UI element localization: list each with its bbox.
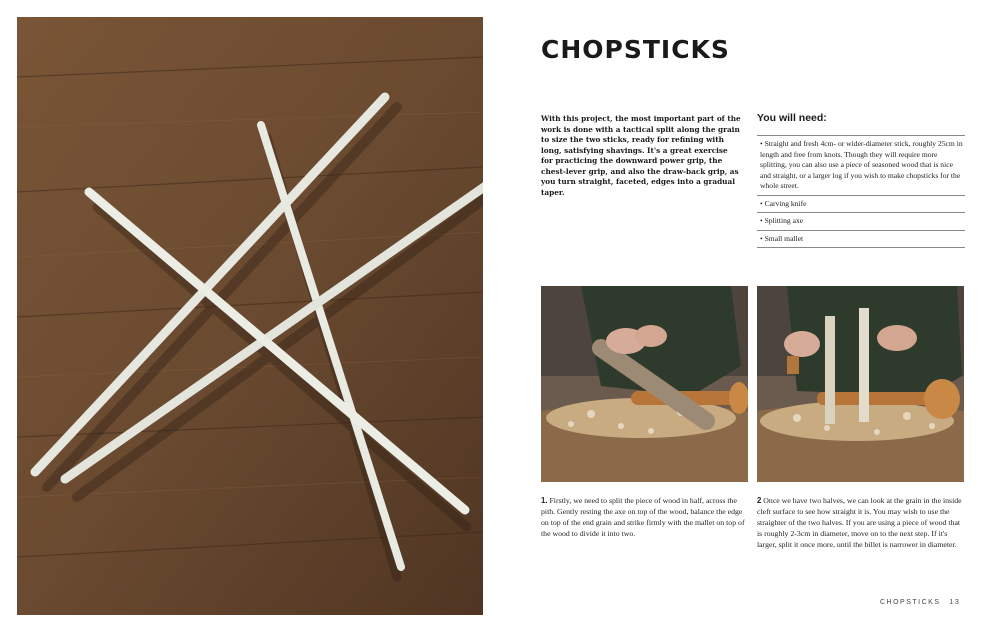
step1-text: Firstly, we need to split the piece of wood in half, across the pith. Gently resting the axe on top of the wood, balance the edge on top of the end grain and strike firmly with the mallet on top of the wood to divide it into two.	[541, 496, 745, 538]
materials-item: • Splitting axe	[757, 213, 965, 231]
page-number: 13	[949, 599, 961, 606]
materials-item: • Straight and fresh 4cm- or wider-diameter stick, roughly 25cm in length and free from knots. Though they will require more splitting, you can also use a piece of seasoned wood that is nice and straight, or a larger log if you wish to make chopsticks for the whole street.	[757, 136, 965, 196]
intro-paragraph: With this project, the most important part of the work is done with a tactical split along the grain to size the two sticks, ready for refining with long, satisfying shavings. It's a great exercise for practicing the downward power grip, the chest-lever grip, and also the draw-back grip, as you turn straight, faceted, edges into a gradual taper.	[541, 114, 741, 197]
materials-item: • Carving knife	[757, 196, 965, 214]
step1-number: 1.	[541, 496, 548, 505]
step2-text: Once we have two halves, we can look at the grain in the inside cleft surface to see how straight it is. You may wish to use the straighter of the two halves. If you are using a piece of wood that is roughly 2-3cm in diameter, move on to the next step. If it's larger, split it once more, until the billet is narrower in diameter.	[757, 496, 962, 549]
materials-list	[757, 112, 965, 248]
page-footer	[880, 599, 969, 606]
materials-heading: You will need:	[757, 112, 827, 124]
chopsticks-photo	[17, 17, 483, 615]
step1-photo	[541, 286, 748, 482]
step2-photo	[757, 286, 964, 482]
step2-number: 2	[757, 496, 762, 505]
footer-section: CHOPSTICKS	[880, 599, 941, 606]
step1-caption	[541, 495, 748, 539]
page-title: CHOPSTICKS	[541, 35, 730, 64]
materials-item: • Small mallet	[757, 231, 965, 249]
step2-caption	[757, 495, 964, 550]
